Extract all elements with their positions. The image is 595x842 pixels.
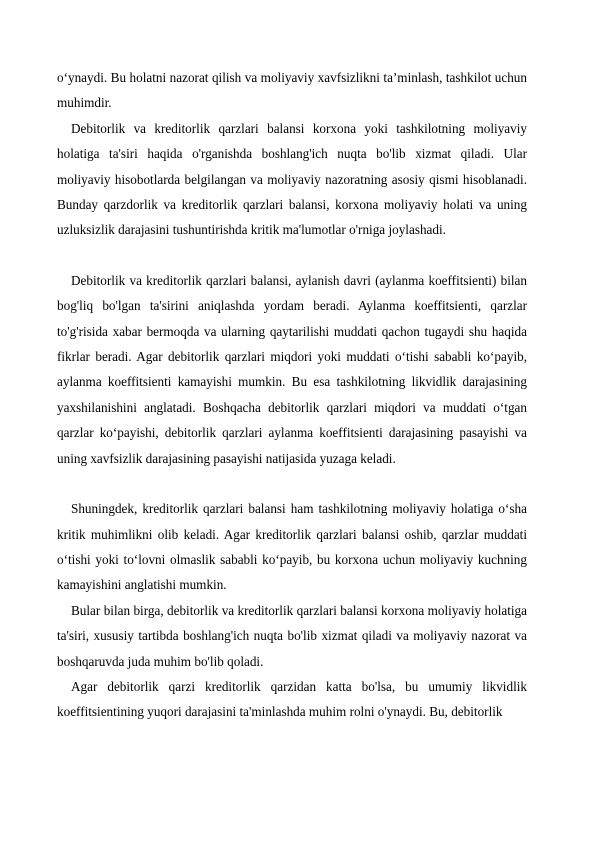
paragraph: Agar debitorlik qarzi kreditorlik qarzidan katta bo'lsa, bu umumiy likvidlik koeffitsientining yuqori darajasini ta'minlashda muhim rolni o'ynaydi. Bu, debitorlik — [57, 678, 527, 720]
paragraph-continuation: o‘ynaydi. Bu holatni nazorat qilish va moliyaviy xavfsizlikni ta’minlash, tashkilot uchun muhimdir. — [57, 70, 527, 111]
document-body — [57, 65, 527, 725]
paragraph: Shuningdek, kreditorlik qarzlari balansi ham tashkilotning moliyaviy holatiga o‘sha kritik muhimlikni olib keladi. Agar kreditorlik qarzlari balansi oshib, qarzlar muddati o‘tishi yoki to‘lovni olmaslik sababli ko‘payib, bu korxona uchun moliyaviy kuchning kamayishini anglatishi mumkin. — [57, 501, 527, 593]
paragraph: Debitorlik va kreditorlik qarzlari balansi, aylanish davri (aylanma koeffitsienti) bilan bog'liq bo'lgan ta'sirini aniqlashda yordam beradi. Aylanma koeffitsienti, qarzlar to'g'risida xabar bermoqda va ularning qaytarilishi muddati qachon tugaydi shu haqida fikrlar beradi. Agar debitorlik qarzlari miqdori yoki muddati o‘tishi sababli ko‘payib, aylanma koeffitsienti kamayishi mumkin. Bu esa tashkilotning likvidlik darajasining yaxshilanishini anglatadi. Boshqacha debitorlik qarzlari miqdori va muddati o‘tgan qarzlar ko‘payishi, debitorlik qarzlari aylanma koeffitsienti darajasining pasayishi va uning xavfsizlik darajasining pasayishi natijasida yuzaga keladi. — [57, 272, 527, 466]
paragraph: Debitorlik va kreditorlik qarzlari balansi korxona yoki tashkilotning moliyaviy holatiga ta'siri haqida o'rganishda boshlang'ich nuqta bo'lib xizmat qiladi. Ular moliyaviy hisobotlarda belgilangan va moliyaviy nazoratning asosiy qismi hisoblanadi. Bunday qarzdorlik va kreditorlik qarzlari balansi, korxona moliyaviy holati va uning uzluksizlik darajasini tushuntirishda kritik ma'lumotlar o'rniga joylashadi. — [57, 120, 527, 238]
paragraph: Bular bilan birga, debitorlik va kreditorlik qarzlari balansi korxona moliyaviy holatiga ta'siri, xususiy tartibda boshlang'ich nuqta bo'lib xizmat qiladi va moliyaviy nazorat va boshqaruvda juda muhim bo'lib qoladi. — [57, 602, 527, 669]
